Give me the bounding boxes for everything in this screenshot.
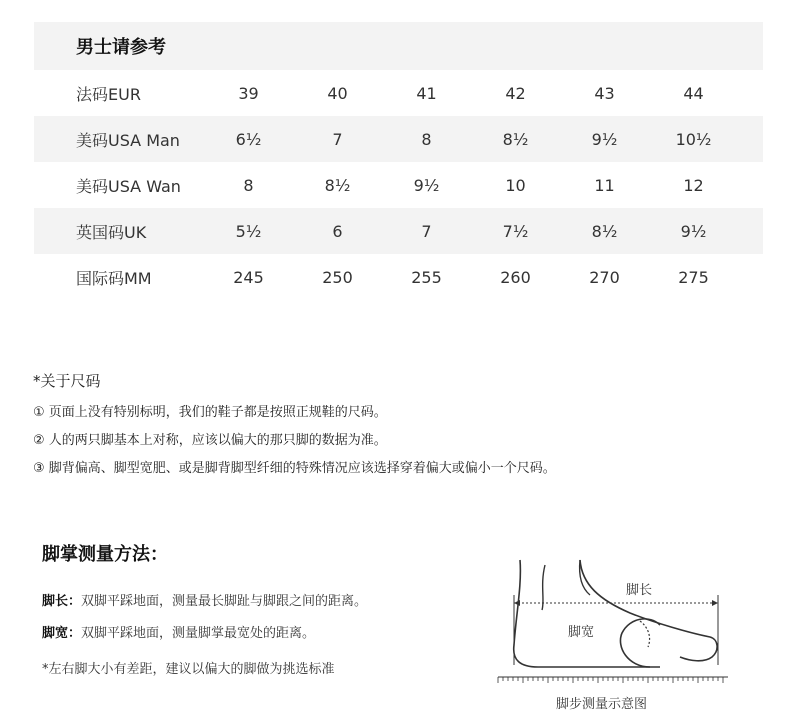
- row-label: 美码USA Man: [76, 130, 180, 150]
- foot-length-caption: 脚长: [626, 583, 653, 598]
- foot-length-label: 脚长：: [42, 594, 82, 609]
- row-label: 英国码UK: [76, 222, 147, 242]
- row-label: 国际码MM: [76, 268, 152, 288]
- table-cell: 7: [421, 221, 432, 241]
- row-label: 美码USA Wan: [76, 176, 181, 196]
- foot-width-line: [42, 618, 482, 650]
- table-cell: 9½: [680, 221, 707, 241]
- table-row: [34, 208, 763, 254]
- table-cell: 9½: [591, 129, 618, 149]
- table-cell: 41: [416, 83, 437, 103]
- about-line: ③ 脚背偏高、脚型宽肥、或是脚背脚型纤细的特殊情况应该选择穿着偏大或偏小一个尺码。: [33, 461, 556, 476]
- table-cell: 11: [594, 175, 615, 195]
- table-cell: 40: [327, 83, 348, 103]
- foot-width-text: 双脚平踩地面，测量脚掌最宽处的距离。: [81, 626, 316, 641]
- table-cell: 6½: [235, 129, 262, 149]
- table-cell: 260: [500, 267, 531, 287]
- table-cell: 8: [421, 129, 432, 149]
- table-cell: 8½: [591, 221, 618, 241]
- about-title: *关于尺码: [33, 372, 101, 390]
- table-cell: 8: [243, 175, 254, 195]
- table-cell: 5½: [235, 221, 262, 241]
- table-cell: 43: [594, 83, 615, 103]
- table-row: [34, 116, 763, 162]
- table-cell: 10: [505, 175, 526, 195]
- about-sizing-section: [33, 370, 773, 483]
- table-cell: 250: [322, 267, 353, 287]
- table-cell: 10½: [675, 129, 712, 149]
- table-cell: 275: [678, 267, 709, 287]
- table-cell: 8½: [502, 129, 529, 149]
- table-row: [34, 70, 763, 116]
- about-line: ② 人的两只脚基本上对称，应该以偏大的那只脚的数据为准。: [33, 433, 387, 448]
- table-cell: 42: [505, 83, 526, 103]
- table-cell: 270: [589, 267, 620, 287]
- about-line: ① 页面上没有特别标明，我们的鞋子都是按照正规鞋的尺码。: [33, 405, 387, 420]
- table-header-row: [34, 22, 763, 70]
- table-cell: 7: [332, 129, 343, 149]
- foot-illustration: [490, 555, 735, 715]
- foot-length-line: [42, 586, 482, 618]
- foot-width-caption: 脚宽: [568, 625, 595, 640]
- measure-method-section: [42, 540, 482, 677]
- table-cell: 39: [238, 83, 259, 103]
- table-row: [34, 254, 763, 300]
- table-cell: 6: [332, 221, 343, 241]
- row-label: 法码EUR: [76, 84, 141, 104]
- table-cell: 255: [411, 267, 442, 287]
- diagram-caption: 脚步测量示意图: [556, 697, 648, 712]
- table-cell: 12: [683, 175, 704, 195]
- measure-note: *左右脚大小有差距，建议以偏大的脚做为挑选标准: [42, 662, 335, 677]
- table-cell: 9½: [413, 175, 440, 195]
- foot-width-label: 脚宽：: [42, 626, 82, 641]
- table-cell: 7½: [502, 221, 529, 241]
- foot-measure-diagram: [490, 555, 735, 715]
- size-table: [34, 22, 763, 300]
- table-cell: 8½: [324, 175, 351, 195]
- table-row: [34, 162, 763, 208]
- measure-title: 脚掌测量方法：: [42, 544, 168, 565]
- table-header: 男士请参考: [76, 37, 166, 58]
- foot-length-text: 双脚平踩地面，测量最长脚趾与脚跟之间的距离。: [81, 594, 368, 609]
- table-cell: 44: [683, 83, 704, 103]
- table-cell: 245: [233, 267, 264, 287]
